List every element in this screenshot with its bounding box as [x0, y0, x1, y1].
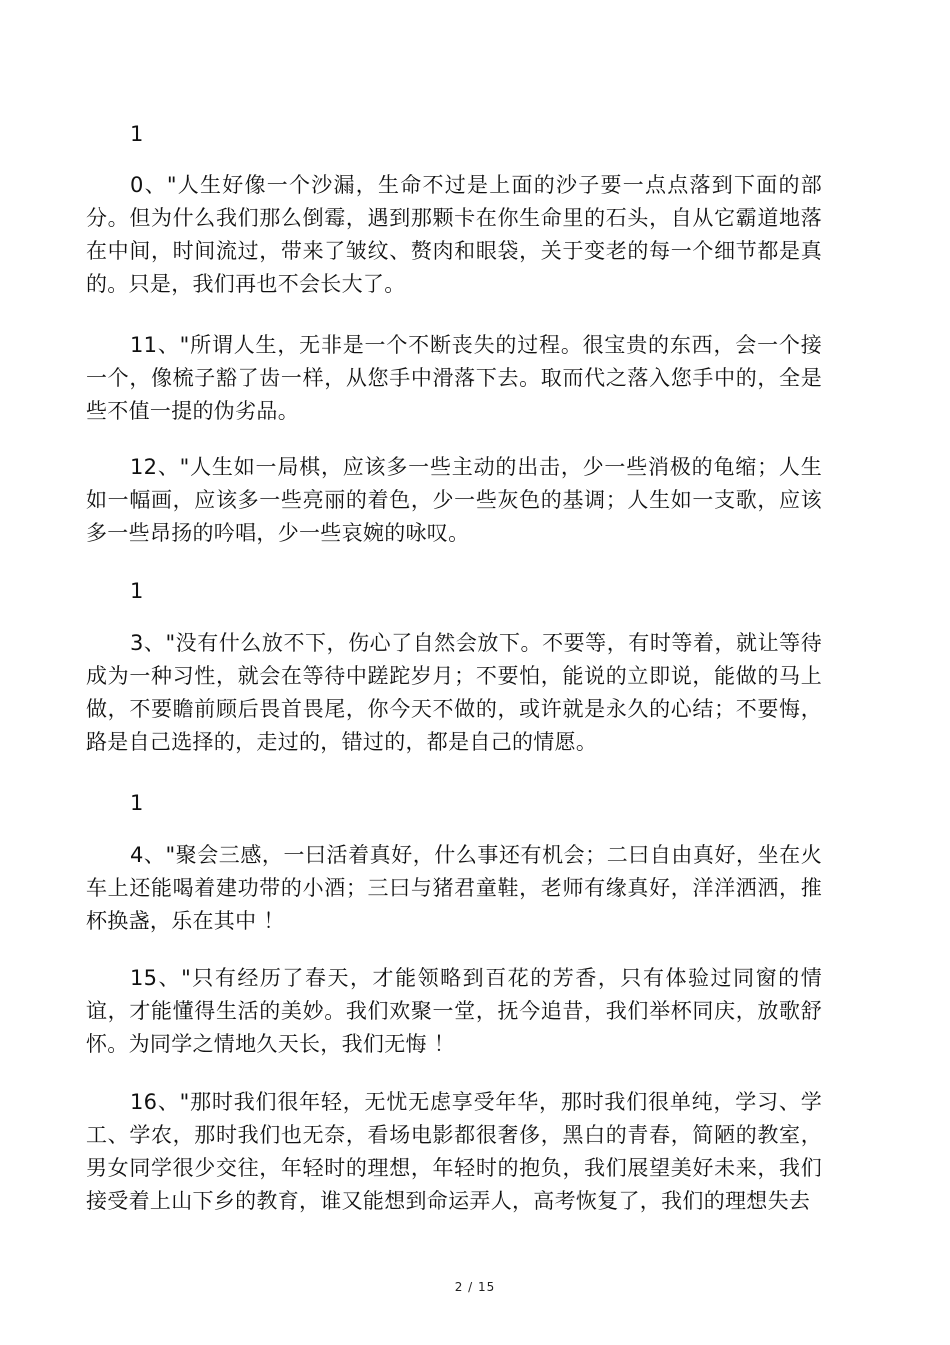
paragraph-marker-1: 1	[130, 122, 144, 146]
paragraph-10: 0、"人生好像一个沙漏，生命不过是上面的沙子要一点点落到下面的部分。但为什么我们那么倒霉，遇到那颗卡在你生命里的石头，自从它霸道地落在中间，时间流过，带来了皱纹、赘肉和眼袋，关于变老的每一个细节都是真的。只是，我们再也不会长大了。	[86, 173, 822, 296]
page-number: 2 / 15	[454, 1280, 496, 1294]
paragraph-14: 4、"聚会三感，一曰活着真好，什么事还有机会；二曰自由真好，坐在火车上还能喝着建功带的小酒；三曰与猪君童鞋，老师有缘真好，洋洋洒洒，推杯换盏，乐在其中 ！	[86, 843, 822, 933]
paragraph-13: 3、"没有什么放不下，伤心了自然会放下。不要等，有时等着，就让等待成为一种习性，就会在等待中蹉跎岁月；不要怕，能说的立即说，能做的马上做，不要瞻前顾后畏首畏尾，你今天不做的，或许就是永久的心结；不要悔，路是自己选择的，走过的，错过的，都是自己的情愿。	[86, 631, 822, 754]
paragraph-marker-2: 1	[130, 579, 144, 603]
paragraph-15: 15、"只有经历了春天，才能领略到百花的芳香，只有体验过同窗的情谊，才能懂得生活的美妙。我们欢聚一堂，抚今追昔，我们举杯同庆，放歌舒怀。为同学之情地久天长，我们无悔 ！	[86, 966, 822, 1056]
paragraph-16: 16、"那时我们很年轻，无忧无虑享受年华，那时我们很单纯，学习、学工、学农，那时我们也无奈，看场电影都很奢侈，黑白的青春，简陋的教室，男女同学很少交往，年轻时的理想，年轻时的抱负，我们展望美好未来，我们接受着上山下乡的教育，谁又能想到命运弄人，高考恢复了，我们的理想失去	[86, 1090, 822, 1213]
paragraph-marker-3: 1	[130, 791, 144, 815]
paragraph-12: 12、"人生如一局棋，应该多一些主动的出击，少一些消极的龟缩；人生如一幅画，应该多一些亮丽的着色，少一些灰色的基调；人生如一支歌，应该多一些昂扬的吟唱，少一些哀婉的咏叹。	[86, 455, 822, 545]
paragraph-11: 11、"所谓人生，无非是一个不断丧失的过程。很宝贵的东西，会一个接一个，像梳子豁了齿一样，从您手中滑落下去。取而代之落入您手中的，全是些不值一提的伪劣品。	[86, 333, 822, 423]
